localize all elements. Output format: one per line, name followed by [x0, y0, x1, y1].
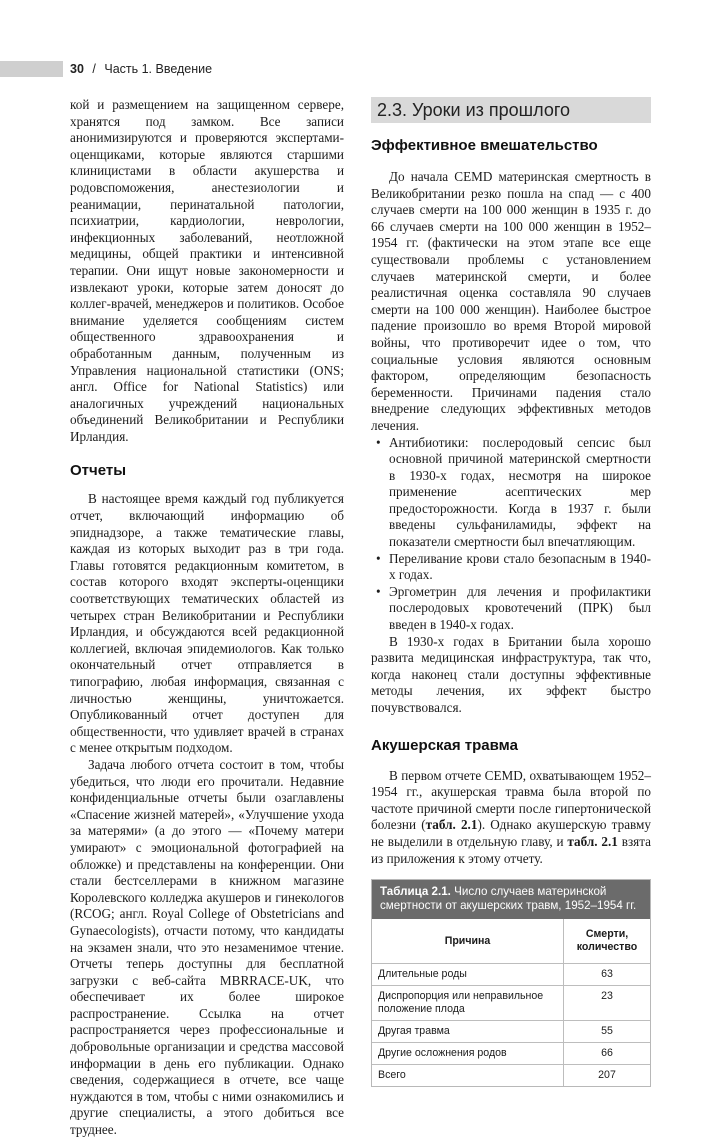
- bullet-icon: •: [376, 583, 381, 599]
- table-header-row: [372, 919, 650, 964]
- data-table: [372, 919, 650, 1086]
- table-caption-text: Число случаев материнской смертности от акушерских травм, 1952–1954 гг.: [380, 885, 637, 913]
- table-row: [372, 1043, 650, 1065]
- running-head-separator: /: [92, 62, 96, 76]
- section-heading: 2.3. Уроки из прошлого: [371, 97, 651, 123]
- obstetric-trauma-heading: Акушерская травма: [371, 736, 518, 754]
- table-reference: табл. 2.1: [425, 817, 478, 833]
- table-row: [372, 1065, 650, 1087]
- deaths-cell: 63: [564, 964, 651, 986]
- cause-cell: Длительные роды: [372, 964, 564, 986]
- table-row: [372, 964, 650, 986]
- deaths-cell: 23: [564, 986, 651, 1021]
- page-number: 30: [70, 62, 84, 76]
- treatment-list: [371, 435, 651, 634]
- deaths-cell: 66: [564, 1043, 651, 1065]
- effective-intervention-heading: Эффективное вмешательство: [371, 137, 598, 154]
- left-paragraph-3: Задача любого отчета состоит в том, чтобы убедиться, что люди его прочитали. Недавние конфиденциальные отчеты были озаглавлены «Спасение жизней матерей», «Улучшение ухода за матерями» (а до этого — «Почему матери умирают» с эмоциональной фотографией на обложке) и представлены на конференции. Они стали бестселлерами в книжном магазине Королевского колледжа акушеров и гинекологов (RCOG; англ. Royal College of Obstetricians and Gynaecologists), отчасти потому, что кандидаты на экзамен знали, что это незаменимое чтение. Отчеты теперь доступны для бесплатной загрузки с веб-сайта MBRRACE-UK, что обеспечивает их более широкое распространение. Ссылка на отчет распространяется через профессиональные и добровольные организации и средства массовой информации в день его публикации. Однако сведения, содержащиеся в отчете, все чаще нуждаются в том, чтобы с ними ознакомились и другие специалисты, а этого добиться все труднее.: [70, 756, 344, 1138]
- paragraph-text: взята из приложения к этому отчету.: [371, 833, 652, 866]
- left-paragraph-1: кой и размещением на защищенном сервере, хранятся под замком. Все записи анонимизируются и проверяются экспертами-оценщиками, которые являются старшими клиницистами в области акушерства и родовспоможения, анестезиологии и реанимации, перинатальной патологии, психиатрии, кардиологии, неврологии, инфекционных заболеваний, неотложной медицины, общей практики и интенсивной терапии. Они ищут новые закономерности и извлекают уроки, которые затем доносят до коллег-врачей, менеджеров и политиков. Особое внимание уделяется сообщениям систем общественного здравоохранения и обработанным данным, полученным из Управления национальной статистики (ONS; англ. Office for National Statistics) или аналогичных учреждений национальных объединений Великобритании и Республики Ирландия.: [70, 97, 344, 444]
- reports-heading: Отчеты: [70, 462, 127, 480]
- bullet-icon: •: [376, 550, 381, 566]
- table-reference: табл. 2.1: [567, 833, 618, 849]
- table-caption-label: Таблица 2.1.: [380, 885, 451, 899]
- list-item-text: Антибиотики: послеродовый сепсис был основной причиной материнской смертности в 1930-х годах, несмотря на широкое применение асептических мер предосторожности. Когда в 1937 г. были введены сульфаниламиды, эффект на показатели смертности был впечатляющим.: [389, 434, 651, 550]
- right-paragraph-2: В 1930-х годах в Британии была хорошо развита медицинская инфраструктура, так что, когда наконец стали доступны эффективные методы лечения, их эффект быстро почувствовался.: [371, 633, 651, 715]
- right-paragraph-1: До начала CEMD материнская смертность в Великобритании резко пошла на спад — с 400 случаев смерти на 100 000 женщин в 1935 г. до 66 случаев смерти на 100 000 женщин в 1952–1954 гг. (фактически на этом этапе все еще существовали проблемы с установлением случаев материнской смерти, и более реалистичная оценка составляла 90 случаев смерти на 100 000 женщин). Наиболее быстрое падение произошло во время Второй мировой войны, что противоречит идее о том, что социальные условия являются основным фактором, определяющим безопасность беременности. Причинами падения стало внедрение следующих эффективных методов лечения.: [371, 169, 651, 433]
- right-paragraph-3: [371, 768, 651, 868]
- bullet-icon: •: [376, 434, 381, 450]
- table-row: [372, 1021, 650, 1043]
- right-column: [371, 97, 651, 1087]
- deaths-cell: 55: [564, 1021, 651, 1043]
- running-head: [70, 61, 212, 77]
- table-row: [372, 986, 650, 1021]
- column-header-deaths: Смерти, количество: [564, 919, 651, 964]
- table-caption: [372, 880, 650, 919]
- paragraph-text: В первом отчете CEMD, охватывающем 1952–1954 гг., акушерская травма была второй по частоте причиной смерти после гипертонической болезни (: [371, 767, 651, 833]
- cause-cell: Всего: [372, 1065, 564, 1087]
- list-item-text: Переливание крови стало безопасным в 1940-х годах.: [389, 550, 651, 583]
- paragraph-text: ). Однако акушерскую травму не выделили в отдельную главу, и: [371, 817, 651, 849]
- list-item-text: Эргометрин для лечения и профилактики послеродовых кровотечений (ПРК) был введен в 1940-х годах.: [389, 583, 651, 633]
- list-item: [371, 551, 651, 584]
- left-paragraph-2: В настоящее время каждый год публикуется отчет, включающий информацию об эпиднадзоре, а также тематические главы, каждая из которых выходит раз в три года. Главы готовятся редакционным комитетом, в состав которого входят эксперты-оценщики соответствующих тематических областей из четырех стран Великобритании и Республики Ирландия, и обсуждаются всей редакционной коллегией, включая эпидемиологов. Как только окончательный отчет отправляется в типографию, любая информация, связанная с личностью женщины, уничтожается. Опубликованный отчет доступен для общественности, что удивляет врачей в странах с менее открытым подходом.: [70, 491, 344, 756]
- list-item: [371, 584, 651, 634]
- part-title: Часть 1. Введение: [104, 62, 213, 76]
- cause-cell: Другая травма: [372, 1021, 564, 1043]
- cause-cell: Диспропорция или неправильное положение плода: [372, 986, 564, 1021]
- table-2-1: [371, 879, 651, 1087]
- column-header-cause: Причина: [372, 919, 564, 964]
- list-item: [371, 435, 651, 551]
- header-bar: [0, 61, 63, 77]
- deaths-cell: 207: [564, 1065, 651, 1087]
- cause-cell: Другие осложнения родов: [372, 1043, 564, 1065]
- left-column: [70, 97, 344, 1139]
